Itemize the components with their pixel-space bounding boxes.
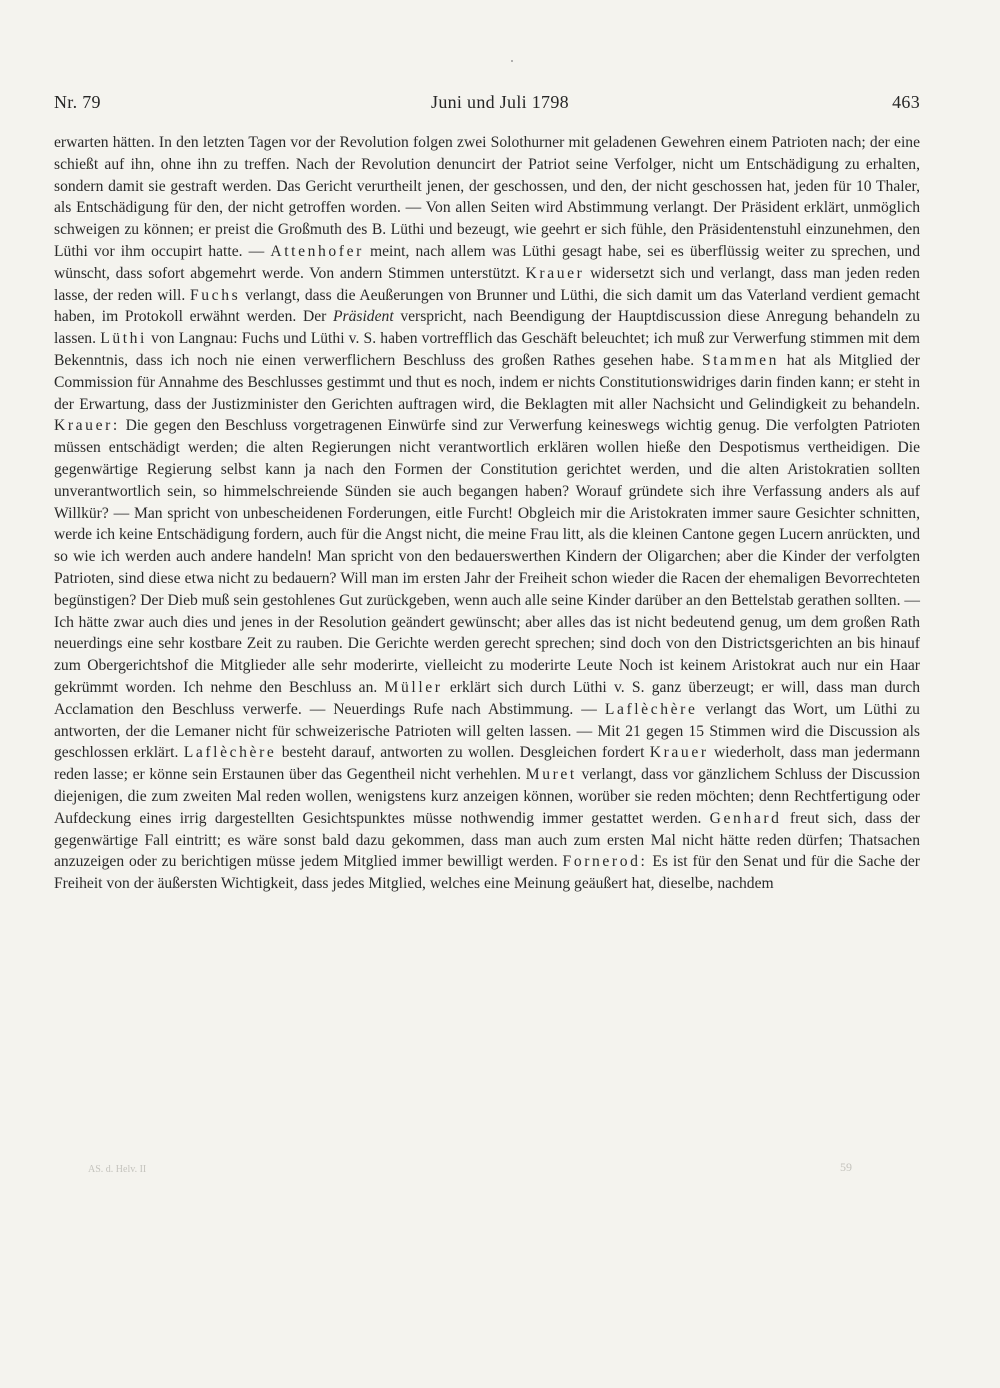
running-head-date: Juni und Juli 1798 <box>431 92 569 112</box>
speaker-name: Müller <box>384 678 443 696</box>
page-number: 463 <box>892 92 920 112</box>
text-run: freut sich, dass der gegenwärtige Fall eintritt; es wäre sonst bald dazu gekommen, dass man auch zum ersten Mal nicht hätte reden dürfen; Thatsachen anzuzeigen oder zu berichtigen müsse jedem Mitglied immer bewilligt werden. <box>54 809 921 871</box>
speaker-name: Attenhofer <box>270 242 364 260</box>
speaker-name: Lüthi <box>100 330 147 348</box>
text-run: hat als Mitglied der Commission für Annahme des Beschlusses gestimmt und thut es noch, indem er nichts Constitutionswidriges darin finden kann; er steht in der Erwartung, dass der Justizminister den Gerichten auftragen wird, die Beklagten mit aller Nachsicht und Gelindigkeit zu behandeln. <box>54 351 921 413</box>
speaker-name: Krauer: <box>54 417 120 435</box>
paper-speck <box>511 60 513 62</box>
speaker-name: Laflèchère <box>604 700 698 718</box>
text-run: verlangt, dass vor gänzlichem Schluss der Discussion diejenigen, die zum zweiten Mal reden wollen, wenigstens kurz anzeigen können, worüber sie reden möchten; denn Rechtfertigung oder Aufdeckung eines irrig dargestellten Gesichtspunktes müsse nothwendig immer gestattet werden. <box>54 766 921 827</box>
speaker-name: Laflèchère <box>183 744 277 762</box>
speaker-name: Fuchs <box>190 286 241 304</box>
body-paragraph <box>54 132 920 895</box>
text-run: verlangt, dass die Aeußerungen von Brunner und Lüthi, die sich damit um das Vaterland verdient gemacht haben, im Protokoll erwähnt werden. Der <box>54 286 921 326</box>
bleed-through-number: 59 <box>840 1160 852 1174</box>
text-run: Die gegen den Beschluss vorgetragenen Einwürfe sind zur Verwerfung keineswegs wichtig genug. Die verfolgten Patrioten müssen entschädigt werden; die alten Regierungen nicht verantwortlich erklären wollen hieße den Despotismus vertheidigen. Die gegenwärtige Regierung selbst kann ja nach den Formen der Constitution gerichtet werden, und die alten Aristokratien sollten unverantwortlich sein, so himmelschreiende Sünden sie auch begangen haben? Worauf gründete sich ihre Verfassung anders als auf Willkür? — Man spricht von unbescheidenen Forderungen, eitle Furcht! Obgleich mir die Aristokraten immer saure Gesichter schnitten, werde ich keine Entschädigung fordern, auch für die Angst nicht, die meine Frau litt, als die kleinen Cantone gegen Lucern anrückten, und so wie ich werden auch andere handeln! Man spricht von den bedauerswerthen Kindern der Oligarchen; aber die Kinder der verfolgten Patrioten, sind diese etwa nicht zu bedauern? Will man im ersten Jahr der Freiheit schon wieder die Racen der ehemaligen Bevorrechteten begünstigen? Der Dieb muß sein gestohlenes Gut zurückgeben, wenn auch alle seine Kinder darüber an den Bettelstab gerathen sollten. — Ich hätte zwar auch dies und jenes in der Resolution geändert gewünscht; aber alles das ist nicht bedeutend genug, um dem großen Rath neuerdings eine sehr kostbare Zeit zu rauben. Die Gerichte werden gerecht sprechen; sind doch von den Districtsgerichten an bis hinauf zum Obergerichtshof die Mitglieder alle sehr moderirte, vielleicht zu moderirte Leute Noch ist keinem Aristokrat auch nur ein Haar gekrümmt worden. Ich nehme den Beschluss an. <box>54 417 920 696</box>
text-run: widersetzt sich und verlangt, dass man jeden reden lasse, der reden will. <box>54 264 920 304</box>
speaker-name: Fornerod: <box>562 853 648 871</box>
speaker-name: Genhard <box>709 809 782 827</box>
text-run: erwarten hätten. In den letzten Tagen vor der Revolution folgen zwei Solothurner mit geladenen Gewehren einem Patrioten nach; der eine schießt auf ihn, ohne ihn zu treffen. Nach der Revolution denuncirt der Patriot seine Verfolger, nicht um Entschädigung zu erhalten, sondern damit sie gestraft werden. Das Gericht verurtheilt jenen, der geschossen, und den, der nicht geschossen hat, jeden für 10 Thaler, als Entschädigung für den, der nicht getroffen worden. — Von allen Seiten wird Abstimmung verlangt. Der Präsident erklärt, unmöglich schweigen zu können; er preist die Großmuth des B. Lüthi und bezeugt, wie geehrt er sich fühle, den Präsidentenstuhl einzunehmen, den Lüthi vor ihm occupirt hatte. — <box>54 134 920 260</box>
text-run: verspricht, nach Beendigung der Hauptdiscussion diese Anregung behandeln zu lassen. <box>54 308 920 348</box>
body-text <box>54 132 920 895</box>
text-run: meint, nach allem was Lüthi gesagt habe, sei es überflüssig weiter zu sprechen, und wünscht, dass sofort abgemehrt werde. Von andern Stimmen unterstützt. <box>54 242 920 282</box>
speaker-name: Stammen <box>701 351 780 369</box>
speaker-name: Krauer <box>649 744 709 762</box>
text-run: Es ist für den Senat und für die Sache der Freiheit von der äußersten Wichtigkeit, dass jedes Mitglied, welches eine Meinung geäußert hat, dieselbe, nachdem <box>54 853 921 893</box>
text-run: von Langnau: Fuchs und Lüthi v. S. haben vortrefflich das Geschäft beleuchtet; ich muß zur Verwerfung stimmen mit dem Bekenntnis, dass ich noch nie einen verwerflichern Beschluss des großen Rathes gesehen habe. <box>54 330 920 369</box>
speaker-name: Präsident <box>333 308 394 326</box>
speaker-name: Krauer <box>525 264 585 282</box>
bleed-through-signature: AS. d. Helv. II <box>88 1164 147 1175</box>
speaker-name: Muret <box>525 766 577 784</box>
text-run: wiederholt, dass man jedermann reden lasse; er könne sein Erstaunen über das Gegentheil nicht verhehlen. <box>54 744 921 784</box>
issue-number: Nr. 79 <box>54 92 101 112</box>
text-run: erklärt sich durch Lüthi v. S. ganz überzeugt; er will, dass man durch Acclamation den Beschluss verwerfe. — Neuerdings Rufe nach Abstimmung. — <box>54 678 920 718</box>
text-run: verlangt das Wort, um Lüthi zu antworten, der die Lemaner nicht für schweizerische Patrioten will gelten lassen. — Mit 21 gegen 15 Stimmen wird die Discussion als geschlossen erklärt. <box>54 700 920 762</box>
text-run: besteht darauf, antworten zu wollen. Desgleichen fordert <box>281 744 645 762</box>
